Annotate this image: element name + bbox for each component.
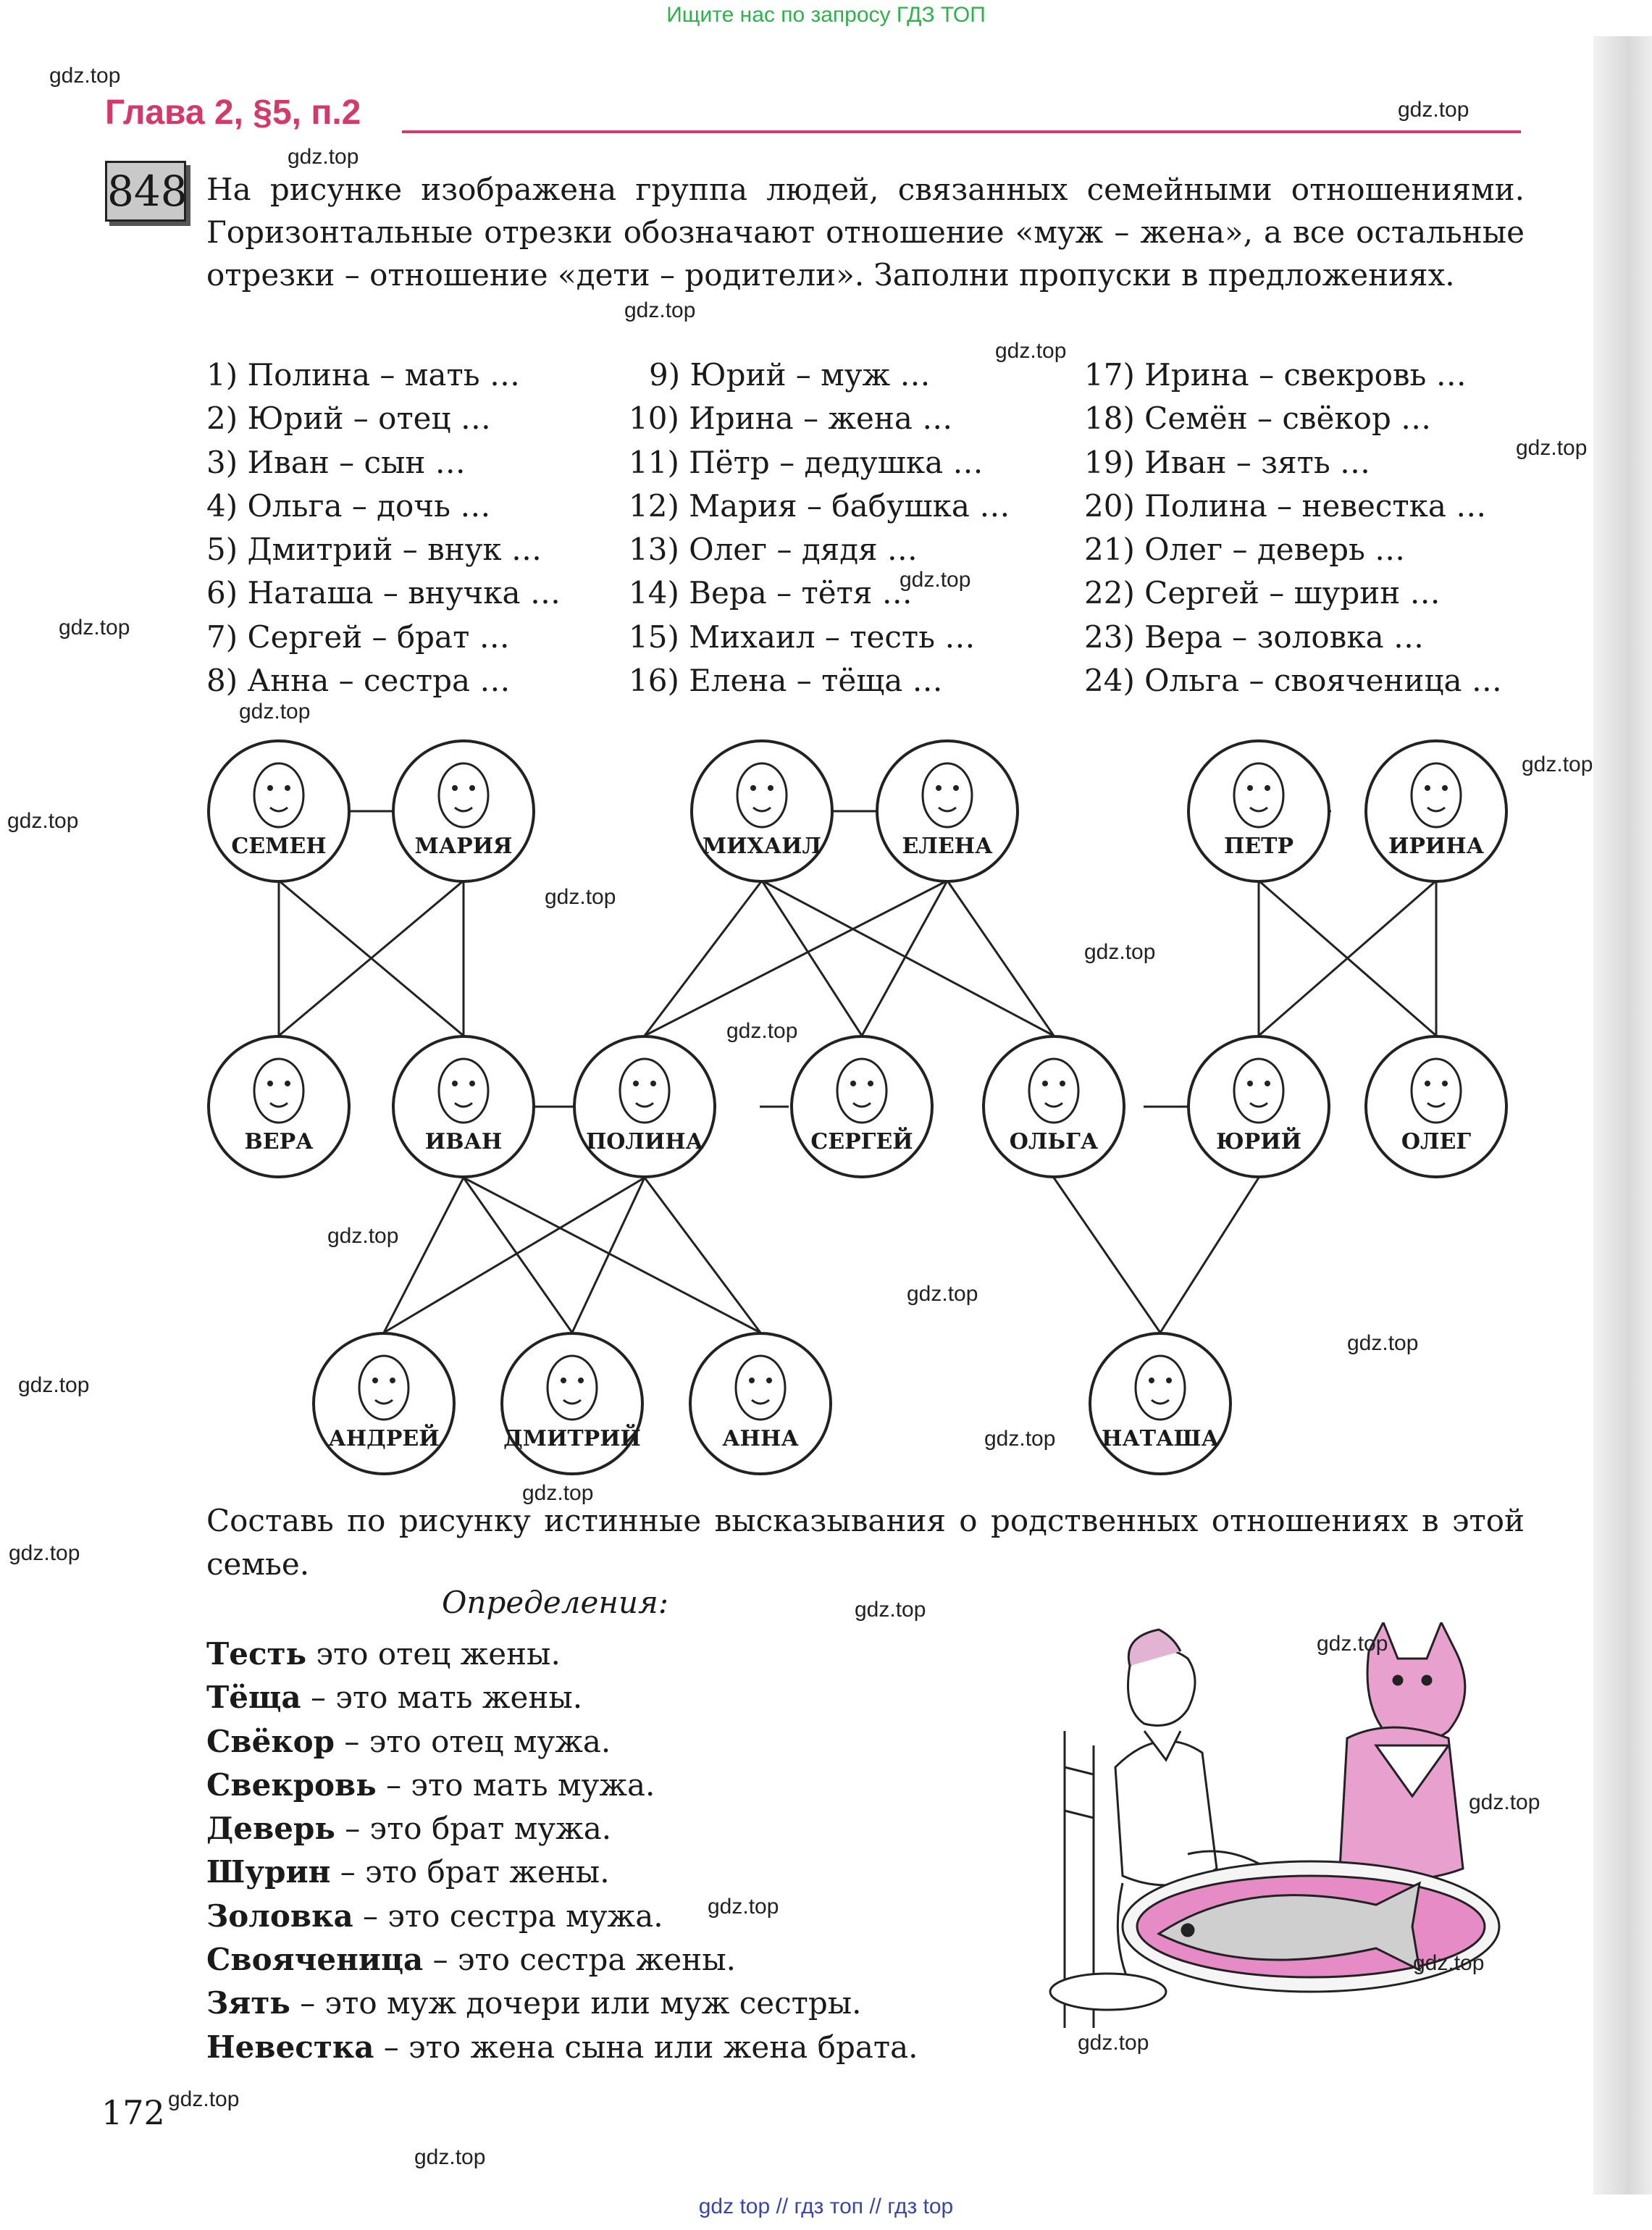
sentence: 21) Олег – деверь … bbox=[1084, 532, 1406, 568]
watermark: gdz.top bbox=[239, 700, 311, 724]
watermark: gdz.top bbox=[414, 2145, 486, 2169]
person-node bbox=[314, 1333, 454, 1474]
eye-icon bbox=[768, 785, 773, 791]
sentence: 6) Наташа – внучка … bbox=[206, 575, 561, 611]
eye-icon bbox=[267, 1081, 273, 1086]
definitions-list bbox=[206, 1632, 918, 2069]
watermark: gdz.top bbox=[522, 1481, 594, 1505]
watermark: gdz.top bbox=[18, 1373, 90, 1397]
definition-term: Зять bbox=[206, 1985, 290, 2021]
eye-icon bbox=[452, 1081, 458, 1086]
eye-icon bbox=[372, 1378, 378, 1383]
definition-item bbox=[206, 1632, 918, 1676]
person-node bbox=[1366, 741, 1506, 881]
definition-item bbox=[206, 1982, 918, 2025]
watermark: gdz.top bbox=[1398, 98, 1469, 122]
eye-icon bbox=[469, 785, 475, 791]
person-name: МАРИЯ bbox=[414, 834, 513, 859]
definition-text: – это мать жены. bbox=[301, 1680, 583, 1716]
definition-item bbox=[206, 2026, 918, 2069]
sentence: 2) Юрий – отец … bbox=[206, 401, 491, 437]
eye-icon bbox=[936, 785, 942, 791]
watermark: gdz.top bbox=[995, 339, 1067, 363]
eye-icon bbox=[561, 1378, 566, 1383]
task-statement: На рисунке изображена группа людей, связанных семейными отношениями. Горизонтальные отрезки обозначают отношение «муж – жена», а все остальные отрезки – отношение «дети – родители». Заполни пропуски в предложениях. bbox=[206, 172, 1525, 293]
person-node bbox=[792, 1036, 932, 1177]
sentence: 13) Олег – дядя … bbox=[629, 532, 918, 568]
definition-item bbox=[206, 1676, 918, 1719]
person-name: АННА bbox=[722, 1426, 799, 1451]
person-name: ВЕРА bbox=[244, 1129, 314, 1154]
sentence: 10) Ирина – жена … bbox=[629, 401, 953, 437]
eye-icon bbox=[633, 1081, 639, 1086]
watermark: gdz.top bbox=[288, 145, 359, 169]
person-name: ЮРИЙ bbox=[1216, 1129, 1301, 1154]
watermark: gdz.top bbox=[1317, 1632, 1388, 1656]
sentence: 22) Сергей – шурин … bbox=[1084, 575, 1441, 611]
task-number-box: 848 bbox=[105, 161, 186, 222]
eye-icon bbox=[1425, 785, 1430, 791]
eye-icon bbox=[1247, 1081, 1253, 1086]
chapter-heading: Глава 2, §5, п.2 bbox=[105, 93, 361, 132]
person-name: ИВАН bbox=[424, 1129, 503, 1154]
sentence: 3) Иван – сын … bbox=[206, 444, 466, 480]
definitions-title: Определения: bbox=[442, 1585, 668, 1620]
eye-icon bbox=[1442, 785, 1448, 791]
watermark: gdz.top bbox=[9, 1541, 80, 1565]
eye-icon bbox=[452, 785, 458, 791]
sentence: 9) Юрий – муж … bbox=[649, 357, 931, 393]
sentence: 20) Полина – невестка … bbox=[1084, 487, 1487, 524]
watermark: gdz.top bbox=[900, 568, 971, 592]
definition-text: – это брат мужа. bbox=[335, 1811, 612, 1847]
sentence: 17) Ирина – свекровь … bbox=[1084, 357, 1467, 393]
eye-icon bbox=[850, 1081, 856, 1086]
sentence: 8) Анна – сестра … bbox=[206, 663, 511, 699]
eye-icon bbox=[766, 1378, 772, 1383]
person-name: ОЛЬГА bbox=[1009, 1129, 1099, 1154]
eye-icon bbox=[868, 1081, 873, 1086]
person-node bbox=[209, 741, 349, 881]
eye-icon bbox=[1425, 1081, 1430, 1086]
definition-item bbox=[206, 1764, 918, 1807]
watermark: gdz.top bbox=[1522, 753, 1593, 776]
watermark: gdz.top bbox=[168, 2087, 240, 2111]
sentence: 1) Полина – мать … bbox=[206, 357, 520, 393]
definition-item bbox=[206, 1938, 918, 1982]
eye-icon bbox=[1265, 1081, 1270, 1086]
watermark: gdz.top bbox=[1078, 2031, 1149, 2055]
person-name: СЕРГЕЙ bbox=[810, 1129, 913, 1154]
person-name: ПЕТР bbox=[1223, 834, 1294, 859]
person-node bbox=[209, 1036, 349, 1177]
definition-text: – это сестра мужа. bbox=[353, 1898, 663, 1934]
sentence: 5) Дмитрий – внук … bbox=[206, 532, 542, 568]
definition-text: – это отец мужа. bbox=[335, 1723, 611, 1759]
definition-term: Свояченица bbox=[206, 1942, 424, 1978]
eye-icon bbox=[749, 1378, 755, 1383]
watermark: gdz.top bbox=[624, 298, 696, 322]
sentence: 19) Иван – зять … bbox=[1084, 444, 1371, 480]
sentence: 23) Вера – золовка … bbox=[1084, 619, 1424, 655]
definition-item bbox=[206, 1895, 918, 1938]
person-node bbox=[984, 1036, 1124, 1177]
person-node bbox=[877, 741, 1018, 881]
sentence: 16) Елена – тёща … bbox=[629, 663, 943, 699]
definition-term: Невестка bbox=[206, 2029, 374, 2065]
person-node bbox=[690, 1333, 831, 1474]
watermark: gdz.top bbox=[984, 1427, 1056, 1451]
definition-text: – это мать мужа. bbox=[376, 1766, 655, 1803]
eye-icon bbox=[1442, 1081, 1448, 1086]
watermark: gdz.top bbox=[907, 1282, 978, 1306]
watermark: gdz.top bbox=[327, 1224, 399, 1248]
definition-item bbox=[206, 1720, 918, 1764]
sentence: 11) Пётр – дедушка … bbox=[629, 444, 984, 480]
person-node bbox=[692, 741, 832, 881]
definition-term: Шурин bbox=[206, 1854, 331, 1890]
person-node bbox=[393, 741, 534, 881]
sentence: 24) Ольга – свояченица … bbox=[1084, 663, 1502, 699]
sentence: 7) Сергей – брат … bbox=[206, 619, 510, 655]
eye-icon bbox=[1265, 785, 1270, 791]
eye-icon bbox=[578, 1378, 584, 1383]
sentence: 14) Вера – тётя … bbox=[629, 575, 913, 611]
watermark: gdz.top bbox=[1084, 940, 1156, 964]
watermark: gdz.top bbox=[1413, 1951, 1485, 1975]
watermark: gdz.top bbox=[708, 1895, 779, 1919]
person-name: НАТАША bbox=[1101, 1426, 1220, 1451]
eye-icon bbox=[1166, 1378, 1172, 1383]
person-name: ДМИТРИЙ bbox=[503, 1426, 641, 1451]
definition-item bbox=[206, 1850, 918, 1894]
eye-icon bbox=[1149, 1378, 1154, 1383]
person-node bbox=[574, 1036, 715, 1177]
person-name: ИРИНА bbox=[1388, 834, 1485, 859]
watermark: gdz.top bbox=[726, 1019, 798, 1043]
person-node bbox=[393, 1036, 534, 1177]
watermark: gdz.top bbox=[1347, 1331, 1419, 1355]
eye-icon bbox=[650, 1081, 656, 1086]
sentence: 18) Семён – свёкор … bbox=[1084, 401, 1432, 437]
watermark: gdz.top bbox=[49, 64, 121, 88]
definition-item bbox=[206, 1807, 918, 1850]
person-name: ОЛЕГ bbox=[1401, 1129, 1472, 1154]
sentence: 4) Ольга – дочь … bbox=[206, 487, 491, 524]
page-number: 172 bbox=[101, 2093, 165, 2132]
watermark: gdz.top bbox=[1516, 436, 1588, 460]
eye-icon bbox=[750, 785, 756, 791]
definition-text: – это сестра жены. bbox=[423, 1942, 737, 1978]
definition-text: – это брат жены. bbox=[330, 1854, 610, 1890]
person-node bbox=[502, 1333, 642, 1474]
person-node bbox=[1090, 1333, 1230, 1474]
bottom-banner[interactable]: gdz top // гдз топ // гдз top bbox=[698, 2195, 954, 2218]
eye-icon bbox=[1060, 1081, 1065, 1086]
definition-term: Деверь bbox=[206, 1811, 335, 1847]
eye-icon bbox=[285, 1081, 290, 1086]
definition-text: – это муж дочери или муж сестры. bbox=[290, 1985, 862, 2021]
definition-text: это отец жены. bbox=[306, 1636, 561, 1672]
person-node bbox=[1366, 1036, 1506, 1177]
eye-icon bbox=[953, 785, 959, 791]
person-name: ЕЛЕНА bbox=[902, 834, 993, 859]
eye-icon bbox=[1042, 1081, 1048, 1086]
person-name: ПОЛИНА bbox=[585, 1129, 704, 1154]
sentence: 15) Михаил – тесть … bbox=[629, 619, 976, 655]
person-node bbox=[1188, 1036, 1329, 1177]
watermark: gdz.top bbox=[7, 809, 79, 833]
person-name: АНДРЕЙ bbox=[328, 1426, 440, 1451]
watermark: gdz.top bbox=[855, 1598, 926, 1622]
eye-icon bbox=[390, 1378, 395, 1383]
eye-icon bbox=[1247, 785, 1253, 791]
eye-icon bbox=[267, 785, 273, 791]
definition-term: Свёкор bbox=[206, 1723, 335, 1759]
definition-text: – это жена сына или жена брата. bbox=[374, 2029, 918, 2065]
top-banner[interactable]: Ищите нас по запросу ГДЗ ТОП bbox=[666, 3, 986, 27]
definition-term: Свекровь bbox=[206, 1766, 377, 1803]
task-prompt: Составь по рисунку истинные высказывания о родственных отношениях в этой семье. bbox=[206, 1503, 1525, 1582]
person-name: СЕМЕН bbox=[231, 834, 327, 859]
definition-term: Тесть bbox=[206, 1636, 307, 1672]
person-node bbox=[1188, 741, 1329, 881]
family-tree-nodes bbox=[209, 741, 1506, 1474]
definition-term: Золовка bbox=[206, 1898, 353, 1934]
watermark: gdz.top bbox=[545, 885, 616, 909]
illustration-man-cat-fish bbox=[1021, 1622, 1514, 2042]
watermark: gdz.top bbox=[1469, 1790, 1540, 1814]
person-name: МИХАИЛ bbox=[702, 834, 822, 859]
watermark: gdz.top bbox=[59, 616, 130, 640]
definition-term: Тёща bbox=[206, 1680, 301, 1716]
eye-icon bbox=[285, 785, 290, 791]
sentence: 12) Мария – бабушка … bbox=[629, 487, 1010, 524]
eye-icon bbox=[469, 1081, 475, 1086]
